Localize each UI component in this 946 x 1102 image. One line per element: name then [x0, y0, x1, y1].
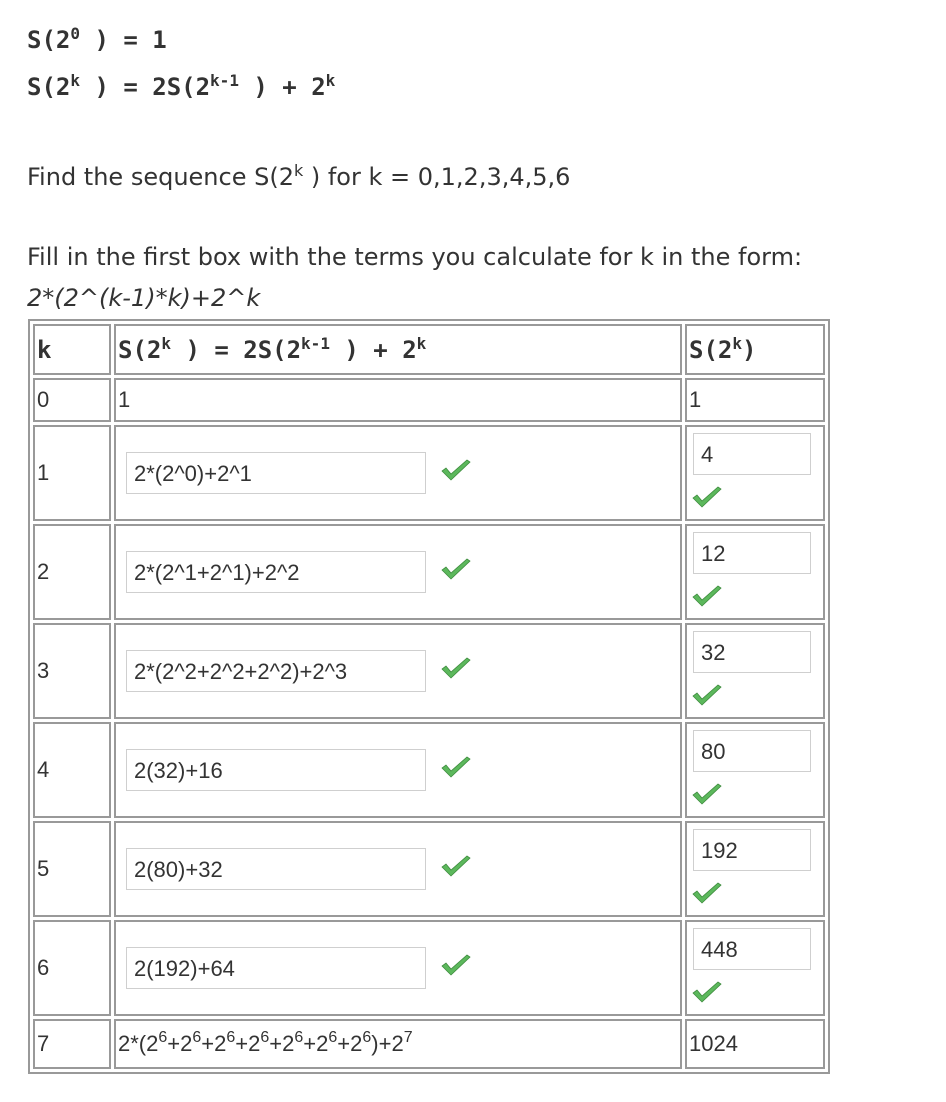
k-cell: 0 [33, 378, 111, 422]
check-icon [440, 755, 472, 785]
find-instruction: Find the sequence S(2$^k$ ) for k = 0,1,2,3,4,5,6 [27, 161, 571, 191]
check-icon [691, 881, 823, 911]
value-cell [685, 524, 825, 620]
k-cell: 3 [33, 623, 111, 719]
k-cell: 7 [33, 1019, 111, 1069]
fill-instruction: Fill in the first box with the terms you calculate for k in the form: [27, 243, 803, 271]
k-cell: 1 [33, 425, 111, 521]
table-row [33, 821, 825, 917]
k-cell: 4 [33, 722, 111, 818]
expression-input[interactable]: 2*(2^0)+2^1 [126, 452, 426, 494]
table-row [33, 378, 825, 422]
check-icon [691, 980, 823, 1010]
expr-cell [114, 524, 682, 620]
expr-cell [114, 722, 682, 818]
check-icon [691, 782, 823, 812]
value-input[interactable]: 80 [693, 730, 811, 772]
base-case: $S(2^0$ ) = 1 [27, 24, 167, 54]
value-cell [685, 821, 825, 917]
expr-cell [114, 623, 682, 719]
expression-input[interactable]: 2*(2^1+2^1)+2^2 [126, 551, 426, 593]
expression-input[interactable]: 2(192)+64 [126, 947, 426, 989]
form-template: 2*(2^(k-1)*k)+2^k [27, 284, 261, 312]
table-row [33, 524, 825, 620]
expr-cell: 1 [114, 378, 682, 422]
value-cell: 1024 [685, 1019, 825, 1069]
value-cell: 1 [685, 378, 825, 422]
k-cell: 5 [33, 821, 111, 917]
value-cell [685, 722, 825, 818]
expr-cell [114, 425, 682, 521]
check-icon [691, 485, 823, 515]
value-input[interactable]: 192 [693, 829, 811, 871]
value-cell [685, 920, 825, 1016]
value-input[interactable]: 12 [693, 532, 811, 574]
k-cell: 2 [33, 524, 111, 620]
expr-cell: $2*(2^6+2^6+2^6+2^6+2^6+2^6+2^6)+2^7$ [114, 1019, 682, 1069]
value-cell [685, 425, 825, 521]
value-input[interactable]: 32 [693, 631, 811, 673]
table-row [33, 722, 825, 818]
expression-input[interactable]: 2*(2^2+2^2+2^2)+2^3 [126, 650, 426, 692]
value-input[interactable]: 4 [693, 433, 811, 475]
expr-cell [114, 821, 682, 917]
table-row [33, 425, 825, 521]
check-icon [440, 953, 472, 983]
sequence-table [28, 319, 830, 1074]
check-icon [440, 854, 472, 884]
k-cell: 6 [33, 920, 111, 1016]
header-recurrence: S(2$^k$ ) = $2S(2^{k-1}$ ) + $2^k$ [114, 324, 682, 375]
value-cell [685, 623, 825, 719]
header-value: S(2$^k$) [685, 324, 825, 375]
value-input[interactable]: 448 [693, 928, 811, 970]
table-header-row [33, 324, 825, 375]
check-icon [440, 656, 472, 686]
recurrence-definition: S(2$^k$ ) = $2S(2^{k-1}$ ) + $2^k$ [27, 71, 336, 101]
check-icon [691, 683, 823, 713]
table-row [33, 623, 825, 719]
expr-cell [114, 920, 682, 1016]
expression-input[interactable]: 2(80)+32 [126, 848, 426, 890]
expression-input[interactable]: 2(32)+16 [126, 749, 426, 791]
check-icon [691, 584, 823, 614]
check-icon [440, 458, 472, 488]
table-row [33, 1019, 825, 1069]
check-icon [440, 557, 472, 587]
table-row [33, 920, 825, 1016]
header-k: k [33, 324, 111, 375]
